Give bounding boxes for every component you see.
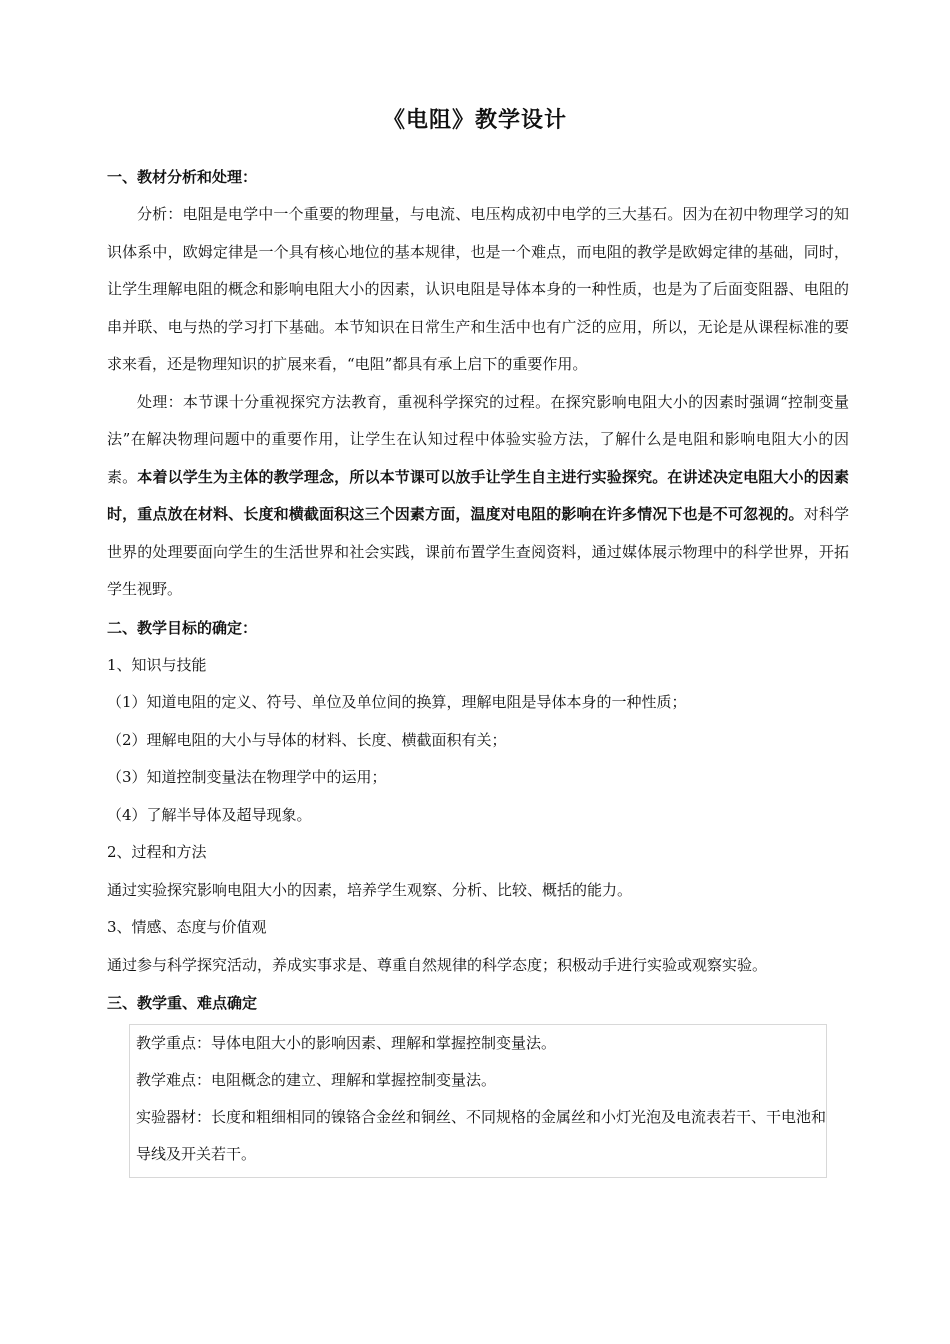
knowledge-item: （2）理解电阻的大小与导体的材料、长度、横截面积有关； [107, 730, 507, 749]
treatment-text-a: 处理：本节课十分重视探究方法教育，重视科学探究的过程。在探究影响电阻大小的因素时强调“控制变量法”在解决物理问题中的重要作用，让学生在认知过程中体验实验方法，了解什么是电阻和影响电阻大小的因素。 [107, 392, 849, 486]
knowledge-item: （3）知道控制变量法在物理学中的运用； [107, 768, 387, 786]
attitude-title: 3、情感、态度与价值观 [107, 918, 267, 936]
equipment-text: 实验器材：长度和粗细相同的镍铬合金丝和铜丝、不同规格的金属丝和小灯光泡及电流表若干、干电池和导线及开关若干。 [136, 1108, 827, 1163]
section-3-heading: 三、教学重、难点确定 [107, 994, 258, 1012]
section-1-heading: 一、教材分析和处理： [107, 168, 258, 186]
difficulty-text: 教学难点：电阻概念的建立、理解和掌握控制变量法。 [136, 1071, 497, 1089]
process-text: 通过实验探究影响电阻大小的因素，培养学生观察、分析、比较、概括的能力。 [107, 880, 633, 899]
treatment-text-bold: 本着以学生为主体的教学理念，所以本节课可以放手让学生自主进行实验探究。在讲述决定电阻大小的因素时，重点放在材料、长度和横截面积这三个因素方面，温度对电阻的影响在许多情况下也是不可忽视的。 [107, 467, 849, 523]
document-title: 《电阻》教学设计 [382, 107, 567, 133]
key-point-text: 教学重点：导体电阻大小的影响因素、理解和掌握控制变量法。 [136, 1034, 557, 1052]
knowledge-item: （4）了解半导体及超导现象。 [107, 805, 312, 824]
treatment-paragraph [107, 384, 849, 609]
analysis-paragraph: 分析：电阻是电学中一个重要的物理量，与电流、电压构成初中电学的三大基石。因为在初中物理学习的知识体系中，欧姆定律是一个具有核心地位的基本规律，也是一个难点，而电阻的教学是欧姆定律的基础，同时，让学生理解电阻的概念和影响电阻大小的因素，认识电阻是导体本身的一种性质，也是为了后面变阻器、电阻的串并联、电与热的学习打下基础。本节知识在日常生产和生活中也有广泛的应用，所以，无论是从课程标准的要求来看，还是物理知识的扩展来看，“电阻”都具有承上启下的重要作用。 [107, 205, 849, 373]
document-body [107, 158, 849, 1178]
knowledge-title: 1、知识与技能 [107, 655, 207, 674]
process-title: 2、过程和方法 [107, 843, 207, 861]
key-points-box [129, 1024, 827, 1178]
section-2-heading: 二、教学目标的确定： [107, 618, 258, 637]
attitude-text: 通过参与科学探究活动，养成实事求是、尊重自然规律的科学态度；积极动手进行实验或观察实验。 [107, 955, 768, 974]
treatment-text-c: 对科学世界的处理要面向学生的生活世界和社会实践，课前布置学生查阅资料，通过媒体展示物理中的科学世界，开拓学生视野。 [107, 505, 849, 598]
knowledge-item: （1）知道电阻的定义、符号、单位及单位间的换算，理解电阻是导体本身的一种性质； [107, 693, 687, 711]
